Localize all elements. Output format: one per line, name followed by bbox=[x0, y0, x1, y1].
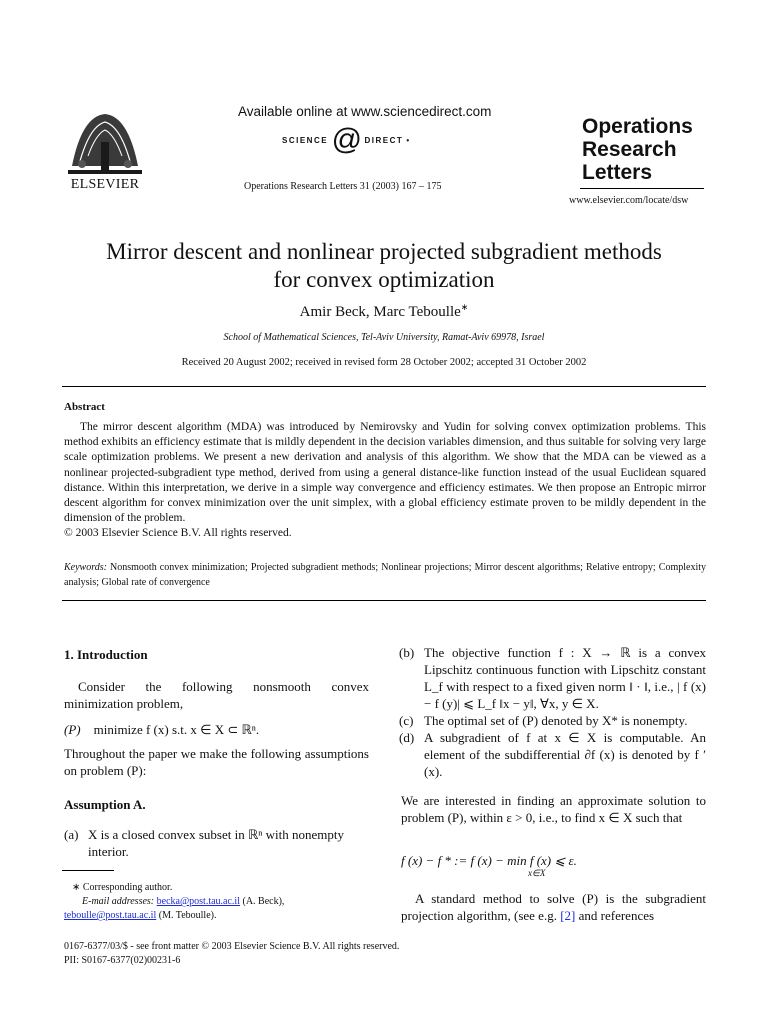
intro-paragraph: Throughout the paper we make the following assumptions on problem (P): bbox=[64, 746, 369, 778]
problem-label: (P) bbox=[64, 722, 81, 737]
email-label: E-mail addresses: bbox=[82, 896, 155, 907]
keywords-label: Keywords: bbox=[64, 562, 107, 573]
keywords bbox=[64, 560, 706, 590]
email-link[interactable]: becka@post.tau.ac.il bbox=[156, 896, 240, 907]
paragraph-text: and references bbox=[575, 908, 655, 923]
journal-title-line: Letters bbox=[582, 161, 653, 184]
assumption-text: The objective function f : X → ℝ is a convex Lipschitz continuous function with Lipschitz constant L_f with respect to a fixed given norm ‖ · ‖, i.e., | f (x) − f (y)| ⩽ L_f ‖x − y‖, ∀x, y ∈ X. bbox=[424, 645, 706, 711]
email-owner: (A. Beck), bbox=[239, 896, 285, 907]
assumption-text: X is a closed convex subset in ℝⁿ with nonempty interior. bbox=[88, 827, 344, 859]
assumption-label: (c) bbox=[399, 713, 414, 728]
journal-citation: Operations Research Letters 31 (2003) 167 – 175 bbox=[244, 181, 442, 192]
journal-title-line: Research bbox=[582, 138, 677, 161]
body-paragraph bbox=[401, 890, 706, 924]
author-names: Amir Beck, Marc Teboulle bbox=[299, 304, 461, 320]
abstract-heading: Abstract bbox=[64, 401, 105, 413]
assumption-item bbox=[399, 729, 706, 780]
authors bbox=[0, 302, 768, 321]
email-link[interactable]: teboulle@post.tau.ac.il bbox=[64, 910, 157, 921]
sd-logo-right: DIRECT bbox=[364, 135, 404, 145]
journal-url[interactable]: www.elsevier.com/locate/dsw bbox=[569, 195, 689, 206]
paragraph-text: A standard method to solve (P) is the subgradient projection algorithm, (see e.g. bbox=[401, 891, 706, 923]
abstract-body bbox=[64, 420, 706, 542]
assumption-label: (d) bbox=[399, 730, 415, 745]
publisher-name: ELSEVIER bbox=[70, 177, 140, 192]
available-online-text[interactable]: Available online at www.sciencedirect.com bbox=[238, 104, 492, 119]
front-matter-line: PII: S0167-6377(02)00231-6 bbox=[64, 955, 181, 966]
intro-paragraph: Consider the following nonsmooth convex minimization problem, bbox=[64, 679, 369, 711]
assumption-item bbox=[399, 644, 706, 712]
assumption-label: (a) bbox=[64, 827, 79, 842]
assumption-list bbox=[399, 644, 706, 780]
sd-logo-at: @ bbox=[331, 123, 362, 156]
title-line: for convex optimization bbox=[273, 267, 495, 292]
keywords-text: Nonsmooth convex minimization; Projected subgradient methods; Nonlinear projections; Mirror descent algorithms; Relative entropy; Complexity analysis; Global rate of convergence bbox=[64, 562, 706, 588]
footnote-corresponding: ∗ Corresponding author. bbox=[72, 882, 173, 893]
journal-title-line: Operations bbox=[582, 115, 693, 138]
sd-logo-mark: • bbox=[406, 135, 411, 145]
assumption-item bbox=[399, 712, 706, 729]
received-dates: Received 20 August 2002; received in revised form 28 October 2002; accepted 31 October 2002 bbox=[181, 357, 587, 368]
assumption-item bbox=[64, 826, 369, 860]
divider-bottom bbox=[62, 600, 706, 601]
front-matter-line: 0167-6377/03/$ - see front matter © 2003 Elsevier Science B.V. All rights reserved. bbox=[64, 941, 400, 952]
journal-title-rule bbox=[580, 188, 704, 189]
email-owner: (M. Teboulle). bbox=[156, 910, 217, 921]
divider-top bbox=[62, 386, 706, 387]
assumption-heading: Assumption A. bbox=[64, 797, 146, 812]
affiliation: School of Mathematical Sciences, Tel-Aviv University, Ramat-Aviv 69978, Israel bbox=[223, 332, 545, 343]
assumption-text: The optimal set of (P) denoted by X* is nonempty. bbox=[424, 713, 688, 728]
journal-title bbox=[582, 115, 693, 184]
footnote-rule bbox=[62, 870, 114, 871]
sciencedirect-logo bbox=[282, 125, 411, 155]
problem-statement bbox=[64, 721, 259, 738]
citation-link[interactable]: [2] bbox=[560, 908, 576, 923]
footnotes bbox=[64, 881, 284, 923]
problem-text: minimize f (x) s.t. x ∈ X ⊂ ℝⁿ. bbox=[93, 722, 260, 737]
display-equation: f (x) − f * := f (x) − min f (x) ⩽ ε. bbox=[401, 853, 577, 868]
body-paragraph: We are interested in finding an approximate solution to problem (P), within ε > 0, i.e., to find x ∈ X such that bbox=[401, 793, 706, 825]
article-title bbox=[0, 238, 768, 294]
author-footnote-mark[interactable]: ∗ bbox=[460, 302, 469, 312]
title-line: Mirror descent and nonlinear projected subgradient methods bbox=[106, 239, 662, 264]
front-matter bbox=[64, 940, 399, 968]
assumption-text: A subgradient of f at x ∈ X is computable. An element of the subdifferential ∂f (x) is denoted by f ′(x). bbox=[424, 730, 706, 779]
copyright-line: © 2003 Elsevier Science B.V. All rights reserved. bbox=[64, 527, 292, 540]
sd-logo-left: SCIENCE bbox=[282, 135, 329, 145]
abstract-text: The mirror descent algorithm (MDA) was introduced by Nemirovsky and Yudin for solving convex optimization problems. This method exhibits an efficiency estimate that is mildly dependent in the decision variables dimension, and thus suitable for solving very large scale optimization problems. We present a new derivation and analysis of this algorithm. We show that the MDA can be viewed as a nonlinear projected-subgradient type method, derived from using a general distance-like function instead of the usual Euclidean squared distance. Within this interpretation, we derive in a simple way convergence and efficiency estimates. We then propose an Entropic mirror descent algorithm for convex minimization over the unit simplex, with a global efficiency estimate proven to be mildly dependent in the dimension of the problem. bbox=[64, 421, 706, 525]
assumption-label: (b) bbox=[399, 645, 415, 660]
equation-subscript: x∈X bbox=[528, 868, 546, 878]
section-heading-introduction: 1. Introduction bbox=[64, 647, 148, 662]
